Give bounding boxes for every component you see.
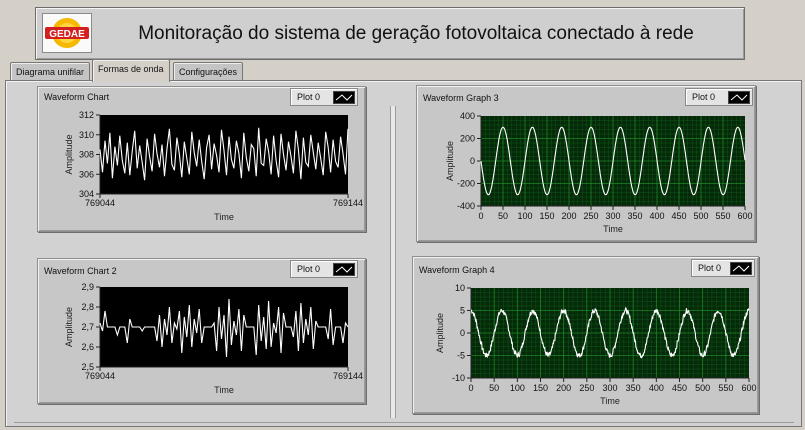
tab-formas-de-onda[interactable]: Formas de onda <box>92 59 170 82</box>
x-tick-label: 0 <box>468 383 474 393</box>
x-tick-label: 0 <box>478 211 484 221</box>
x-tick-label: 550 <box>715 211 731 221</box>
y-tick-label: 308 <box>78 149 94 160</box>
x-tick-label: 450 <box>671 211 687 221</box>
y-tick-label: 2,7 <box>81 322 94 332</box>
y-tick-label: -5 <box>456 350 465 361</box>
x-tick-label: 400 <box>648 383 664 393</box>
legend-label: Plot 0 <box>692 92 716 102</box>
x-axis-label: Time <box>600 396 620 406</box>
gedae-logo <box>42 13 92 53</box>
legend-label: Plot 0 <box>297 92 321 102</box>
x-axis-label: Time <box>603 224 623 234</box>
x-tick-label: 600 <box>741 383 757 393</box>
chart-title: Waveform Chart 2 <box>44 266 117 276</box>
y-tick-label: 200 <box>459 133 475 144</box>
x-tick-label: 769044 <box>84 371 116 381</box>
legend-label: Plot 0 <box>698 263 722 273</box>
x-tick-label: 550 <box>718 383 734 393</box>
y-tick-label: 0 <box>459 328 465 338</box>
waveform-graph-4 <box>412 256 759 414</box>
x-tick-label: 50 <box>497 211 509 221</box>
x-axis-label: Time <box>214 212 234 222</box>
x-tick-label: 500 <box>693 211 709 221</box>
x-tick-label: 769144 <box>332 198 364 208</box>
plot-area[interactable] <box>413 257 758 413</box>
y-axis-label: Amplitude <box>64 306 74 348</box>
x-tick-label: 250 <box>583 211 599 221</box>
y-tick-label: 312 <box>78 110 94 120</box>
plot-area[interactable] <box>38 87 365 231</box>
x-tick-label: 100 <box>517 211 533 221</box>
x-tick-label: 300 <box>605 211 621 221</box>
x-tick-label: 50 <box>489 383 500 393</box>
plot-area[interactable] <box>417 86 755 241</box>
y-tick-label: 2,5 <box>81 362 94 372</box>
x-tick-label: 150 <box>539 211 555 221</box>
tab-configuracoes[interactable]: Configurações <box>173 62 243 81</box>
x-axis-label: Time <box>214 385 234 395</box>
chart-title: Waveform Graph 3 <box>423 93 499 103</box>
y-tick-label: 0 <box>469 156 475 166</box>
divider-line <box>14 422 794 423</box>
legend-label: Plot 0 <box>297 264 321 274</box>
waveform-chart-1 <box>37 86 366 232</box>
y-axis-label: Amplitude <box>64 134 74 175</box>
y-tick-label: 310 <box>78 129 94 140</box>
y-tick-label: -400 <box>456 201 475 211</box>
tab-diagrama-unifilar[interactable]: Diagrama unifilar <box>10 62 90 81</box>
x-tick-label: 450 <box>671 383 688 393</box>
x-tick-label: 300 <box>602 383 618 393</box>
waveform-graph-3 <box>416 85 756 242</box>
svg-text:GEDAE: GEDAE <box>49 29 85 40</box>
y-tick-label: 5 <box>459 305 465 316</box>
x-tick-label: 150 <box>532 383 549 393</box>
plot-area[interactable] <box>38 259 365 403</box>
y-tick-label: 400 <box>459 111 475 121</box>
x-tick-label: 100 <box>509 383 525 393</box>
header-banner <box>35 7 745 60</box>
y-tick-label: -200 <box>456 178 475 189</box>
y-axis-label: Amplitude <box>445 140 455 182</box>
y-tick-label: 2,8 <box>81 302 94 312</box>
y-tick-label: 2,9 <box>81 282 94 292</box>
y-tick-label: 306 <box>78 169 94 180</box>
waveform-chart-2 <box>37 258 366 404</box>
y-tick-label: 10 <box>454 283 465 293</box>
x-tick-label: 350 <box>625 383 641 393</box>
x-tick-label: 400 <box>649 211 665 221</box>
y-axis-label: Amplitude <box>435 312 445 354</box>
y-tick-label: 304 <box>78 189 94 199</box>
x-tick-label: 200 <box>556 383 572 393</box>
x-tick-label: 200 <box>561 211 577 221</box>
chart-title: Waveform Chart <box>44 92 110 102</box>
panel-splitter[interactable] <box>390 106 396 418</box>
x-tick-label: 600 <box>737 211 753 221</box>
chart-title: Waveform Graph 4 <box>419 265 495 275</box>
x-tick-label: 769144 <box>332 371 364 381</box>
x-tick-label: 350 <box>627 211 643 221</box>
x-tick-label: 500 <box>695 383 711 393</box>
y-tick-label: -10 <box>451 373 465 383</box>
x-tick-label: 250 <box>579 383 595 393</box>
y-tick-label: 2,6 <box>81 342 94 352</box>
page-title: Monitoração do sistema de geração fotovoltaica conectado à rede <box>138 23 694 44</box>
x-tick-label: 769044 <box>84 198 116 208</box>
